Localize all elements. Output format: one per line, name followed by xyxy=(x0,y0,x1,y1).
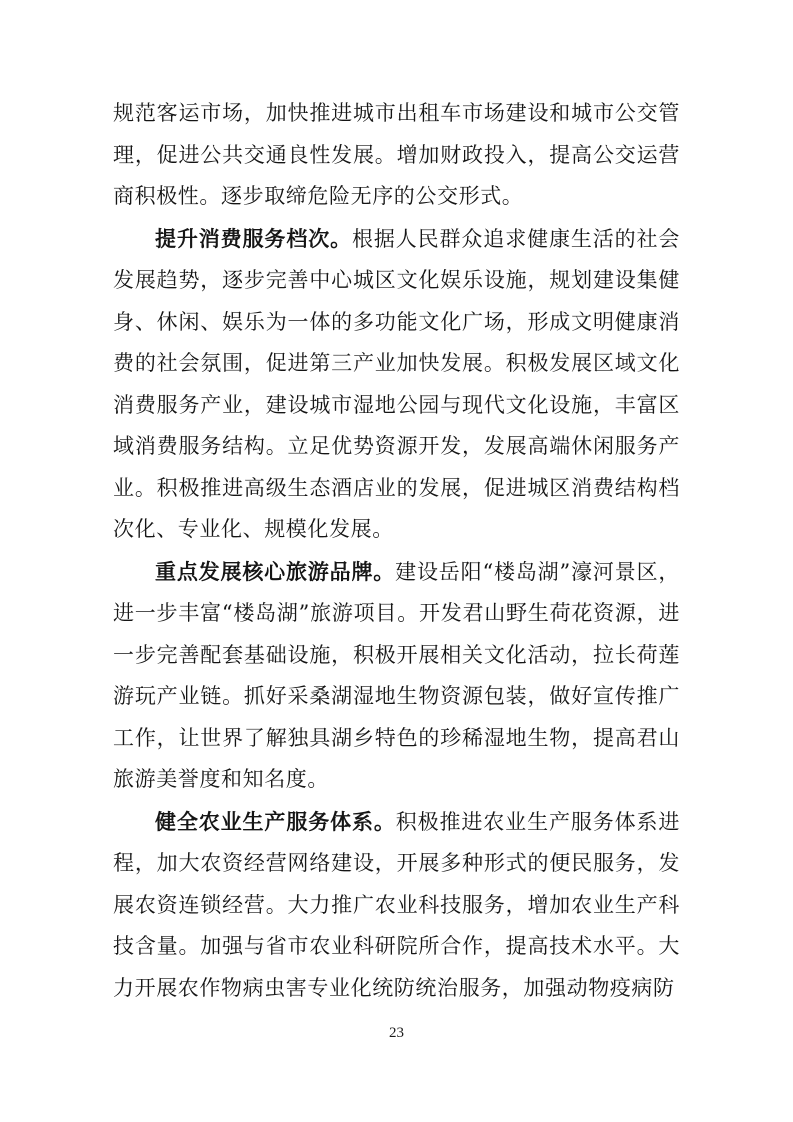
paragraph-bold-lead: 重点发展核心旅游品牌。 xyxy=(155,558,396,584)
document-body xyxy=(113,92,680,1009)
page-number: 23 xyxy=(389,1025,404,1041)
paragraph xyxy=(113,551,680,801)
paragraph-text: 根据人民群众追求健康生活的社会发展趋势，逐步完善中心城区文化娱乐设施，规划建设集健身、休闲、娱乐为一体的多功能文化广场，形成文明健康消费的社会氛围，促进第三产业加快发展。积极发展区域文化消费服务产业，建设城市湿地公园与现代文化设施，丰富区域消费服务结构。立足优势资源开发，发展高端休闲服务产业。积极推进高级生态酒店业的发展，促进城区消费结构档次化、专业化、规模化发展。 xyxy=(113,226,680,541)
paragraph-bold-lead: 健全农业生产服务体系。 xyxy=(155,808,396,834)
paragraph-text: 积极推进农业生产服务体系进程，加大农资经营网络建设，开展多种形式的便民服务，发展农资连锁经营。大力推广农业科技服务，增加农业生产科技含量。加强与省市农业科研院所合作，提高技术水平。大力开展农作物病虫害专业化统防统治服务，加强动物疫病防 xyxy=(113,809,680,1000)
paragraph-text: 规范客运市场，加快推进城市出租车市场建设和城市公交管理，促进公共交通良性发展。增加财政投入，提高公交运营商积极性。逐步取缔危险无序的公交形式。 xyxy=(113,101,680,208)
paragraph xyxy=(113,92,680,218)
paragraph-text: 建设岳阳“楼岛湖”濠河景区，进一步丰富“楼岛湖”旅游项目。开发君山野生荷花资源，进一步完善配套基础设施，积极开展相关文化活动，拉长荷莲游玩产业链。抓好采桑湖湿地生物资源包装，做好宣传推广工作，让世界了解独具湖乡特色的珍稀湿地生物，提高君山旅游美誉度和知名度。 xyxy=(113,559,680,791)
paragraph xyxy=(113,218,680,551)
paragraph xyxy=(113,801,680,1010)
paragraph-bold-lead: 提升消费服务档次。 xyxy=(155,225,352,251)
